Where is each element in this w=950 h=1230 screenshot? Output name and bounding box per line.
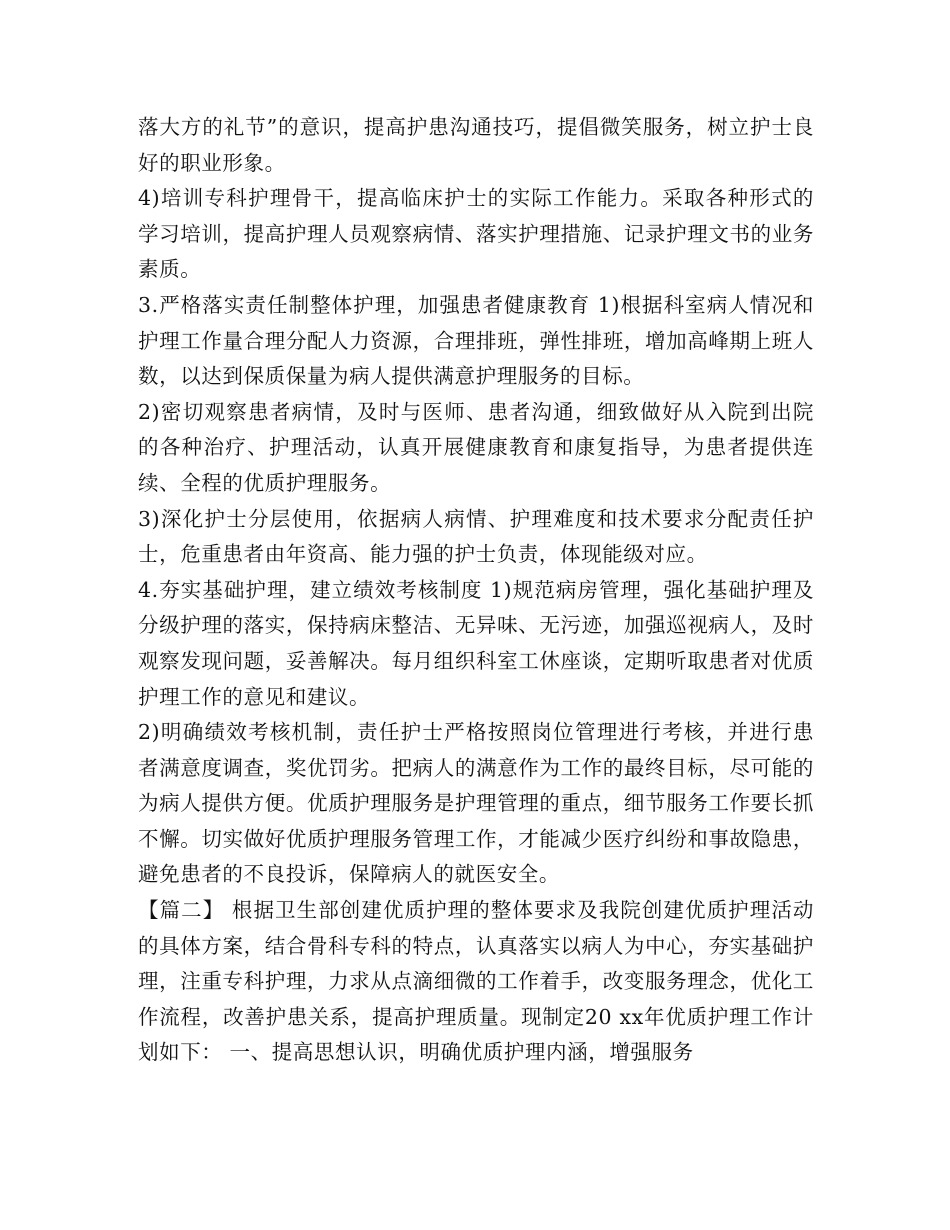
paragraph-1: 落大方的礼节”的意识，提高护患沟通技巧，提倡微笑服务，树立护士良好的职业形象。 [138,115,814,175]
paragraph-2: 4)培训专科护理骨干，提高临床护士的实际工作能力。采取各种形式的学习培训，提高护理人员观察病情、落实护理措施、记录护理文书的业务素质。 [138,186,814,282]
paragraph-3: 3.严格落实责任制整体护理，加强患者健康教育 1)根据科室病人情况和护理工作量合理分配人力资源，合理排班，弹性排班，增加高峰期上班人数，以达到保质保量为病人提供满意护理服务的目标。 [138,292,814,389]
document-body [138,110,814,1071]
paragraph-8: 【篇二】 根据卫生部创建优质护理的整体要求及我院创建优质护理活动的具体方案，结合骨科专科的特点，认真落实以病人为中心，夯实基础护理，注重专科护理，力求从点滴细微的工作着手，改变服务理念，优化工作流程，改善护患关系，提高护理质量。现制定20 xx年优质护理工作计划如下： 一、提高思想认识，明确优质护理内涵，增强服务 [138,898,814,1065]
paragraph-4: 2)密切观察患者病情，及时与医师、患者沟通，细致做好从入院到出院的各种治疗、护理活动，认真开展健康教育和康复指导，为患者提供连续、全程的优质护理服务。 [138,399,814,495]
paragraph-7: 2)明确绩效考核机制，责任护士严格按照岗位管理进行考核，并进行患者满意度调查，奖优罚劣。把病人的满意作为工作的最终目标，尽可能的为病人提供方便。优质护理服务是护理管理的重点，细节服务工作要长抓不懈。切实做好优质护理服务管理工作，才能减少医疗纠纷和事故隐患，避免患者的不良投诉，保障病人的就医安全。 [138,720,814,887]
paragraph-5: 3)深化护士分层使用，依据病人病情、护理难度和技术要求分配责任护士，危重患者由年资高、能力强的护士负责，体现能级对应。 [138,506,814,567]
paragraph-6: 4.夯实基础护理，建立绩效考核制度 1)规范病房管理，强化基础护理及分级护理的落实，保持病床整洁、无异味、无污迹，加强巡视病人，及时观察发现问题，妥善解决。每月组织科室工休座谈，定期听取患者对优质护理工作的意见和建议。 [138,577,814,709]
